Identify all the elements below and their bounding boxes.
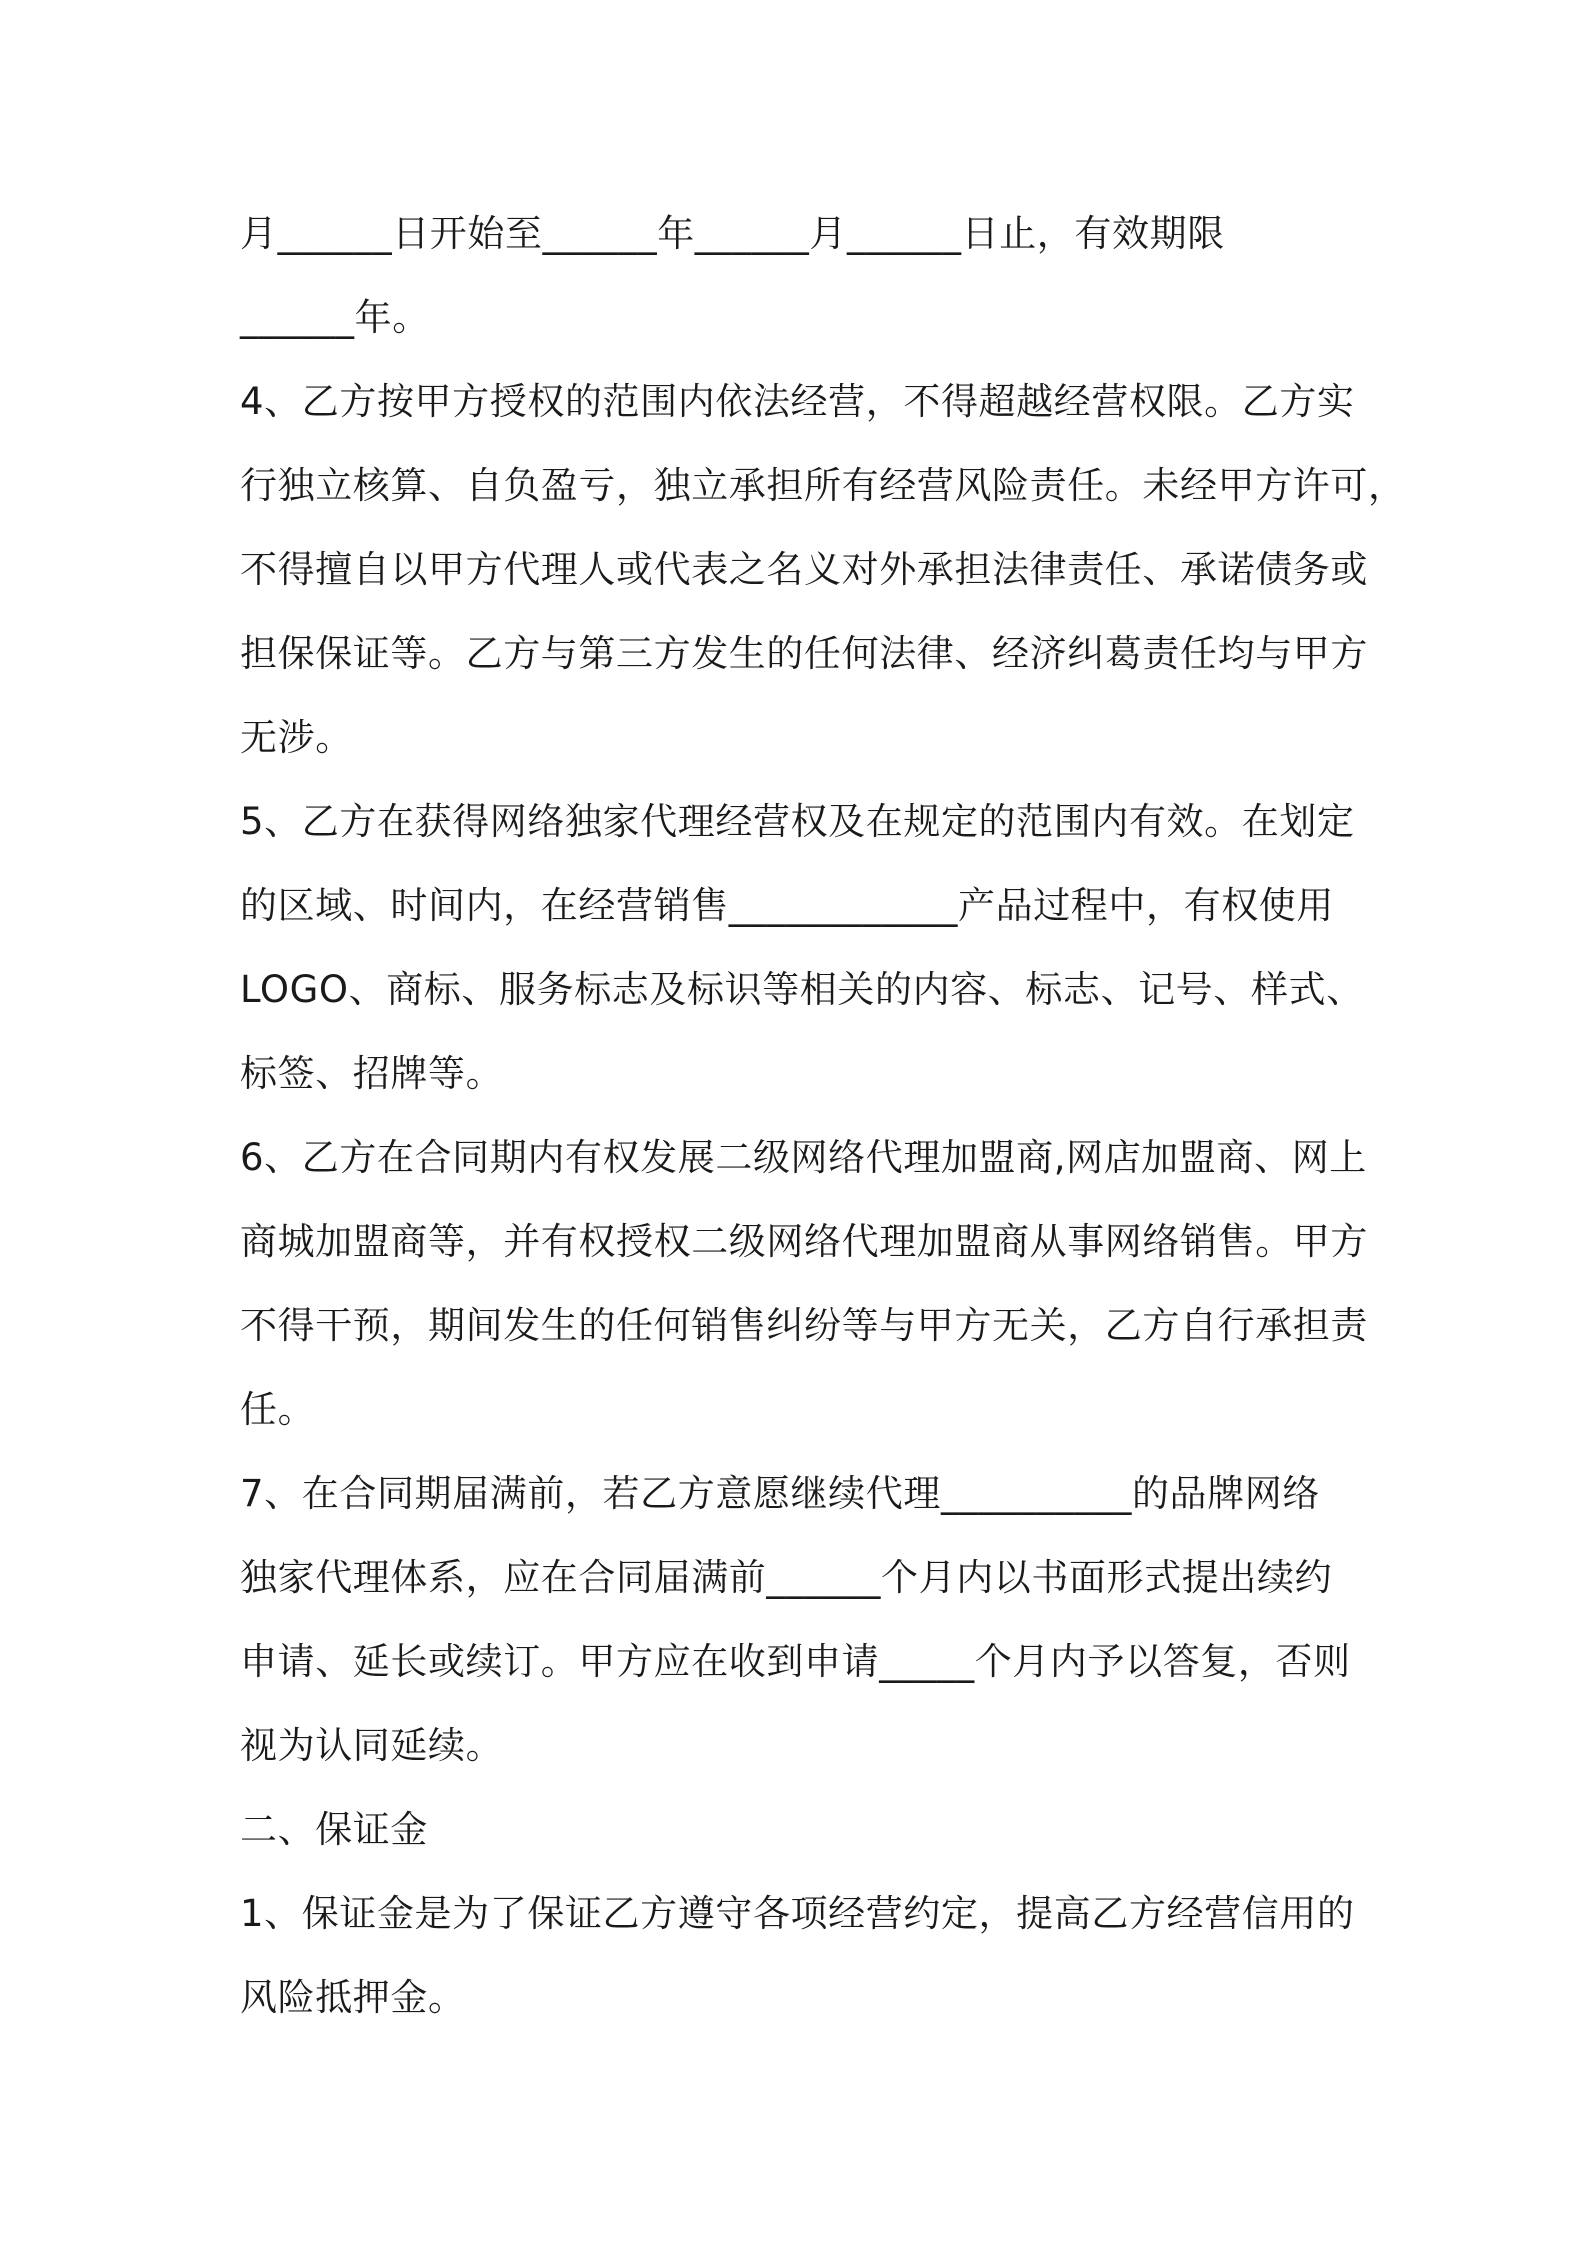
text-line: 不得擅自以甲方代理人或代表之名义对外承担法律责任、承诺债务或 <box>240 548 1368 591</box>
text-line: 月______日开始至______年______月______日止，有效期限 <box>240 212 1225 255</box>
text-line: 商城加盟商等，并有权授权二级网络代理加盟商从事网络销售。甲方 <box>240 1220 1368 1263</box>
text-line: 标签、招牌等。 <box>240 1052 504 1095</box>
text-line: ______年。 <box>240 296 430 339</box>
document-body <box>240 192 1406 2040</box>
text-line: LOGO、商标、服务标志及标识等相关的内容、标志、记号、样式、 <box>240 968 1364 1011</box>
text-line: 任。 <box>240 1388 316 1431</box>
text-line: 行独立核算、自负盈亏，独立承担所有经营风险责任。未经甲方许可， <box>240 464 1406 507</box>
text-line: 申请、延长或续订。甲方应在收到申请_____个月内予以答复，否则 <box>240 1640 1351 1683</box>
text-line: 担保保证等。乙方与第三方发生的任何法律、经济纠葛责任均与甲方 <box>240 632 1368 675</box>
text-line: 的区域、时间内，在经营销售____________产品过程中，有权使用 <box>240 884 1334 927</box>
text-line: 无涉。 <box>240 716 353 759</box>
clause-4-line: 4、乙方按甲方授权的范围内依法经营，不得超越经营权限。乙方实 <box>240 380 1355 423</box>
clause-5-line: 5、乙方在获得网络独家代理经营权及在规定的范围内有效。在划定 <box>240 800 1355 843</box>
deposit-clause-1-line: 1、保证金是为了保证乙方遵守各项经营约定，提高乙方经营信用的 <box>240 1892 1355 1935</box>
text-line: 不得干预，期间发生的任何销售纠纷等与甲方无关，乙方自行承担责 <box>240 1304 1368 1347</box>
clause-6-line: 6、乙方在合同期内有权发展二级网络代理加盟商,网店加盟商、网上 <box>240 1136 1367 1179</box>
text-line: 视为认同延续。 <box>240 1724 504 1767</box>
text-line: 独家代理体系，应在合同届满前______个月内以书面形式提出续约 <box>240 1556 1333 1599</box>
section-heading: 二、保证金 <box>240 1808 428 1851</box>
text-line: 风险抵押金。 <box>240 1976 466 2019</box>
clause-7-line: 7、在合同期届满前，若乙方意愿继续代理__________的品牌网络 <box>240 1472 1320 1515</box>
